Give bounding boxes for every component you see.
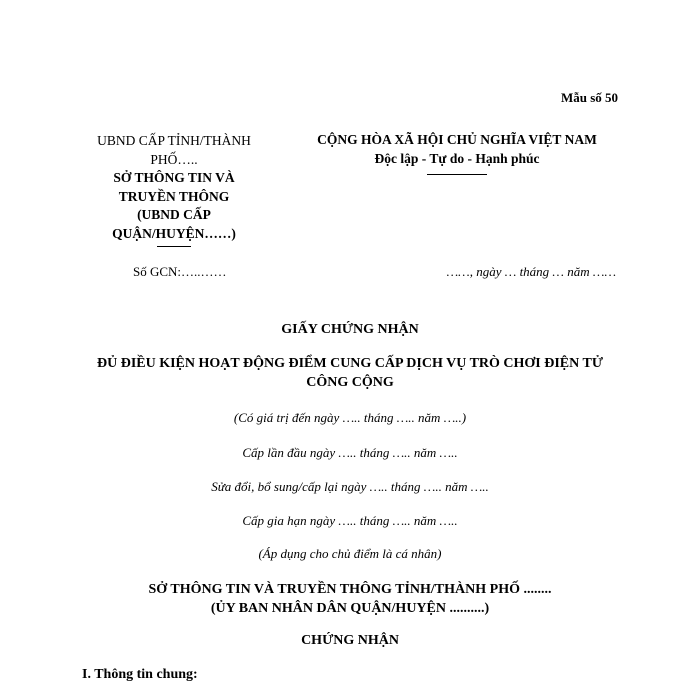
document-title: GIẤY CHỨNG NHẬN (281, 322, 419, 337)
national-motto: Độc lập - Tự do - Hạnh phúc (374, 150, 540, 166)
certificate-number: Số GCN:…..…… (133, 264, 227, 279)
national-header (292, 131, 622, 181)
applicability-note: (Áp dụng cho chủ điểm là cá nhân) (258, 546, 442, 561)
extension-date: Cấp gia hạn ngày ….. tháng ….. năm ….. (242, 513, 458, 528)
certify-heading: CHỨNG NHẬN (301, 633, 399, 648)
department-name-cont: TRUYỀN THÔNG (118, 188, 230, 204)
right-header-divider (427, 174, 487, 181)
district-authority-cont: QUẬN/HUYỆN……) (112, 225, 236, 241)
certifying-authority (60, 580, 640, 618)
province-people-committee-cont: PHỐ….. (150, 151, 198, 167)
form-number: Mẫu số 50 (560, 90, 618, 105)
department-name: SỞ THÔNG TIN VÀ (113, 170, 235, 185)
first-issue-date: Cấp lần đầu ngày ….. tháng ….. năm ….. (242, 445, 458, 460)
validity-period: (Có giá trị đến ngày ….. tháng ….. năm …..) (233, 410, 467, 425)
amendment-date: Sửa đổi, bổ sung/cấp lại ngày ….. tháng ….. năm ….. (211, 479, 489, 494)
district-authority: (UBND CẤP (137, 207, 211, 222)
left-header-divider (157, 246, 191, 255)
certifying-department: SỞ THÔNG TIN VÀ TRUYỀN THÔNG TỈNH/THÀNH PHỐ ........ (148, 582, 552, 597)
document-subtitle: ĐỦ ĐIỀU KIỆN HOẠT ĐỘNG ĐIỂM CUNG CẤP DỊCH VỤ TRÒ CHƠI ĐIỆN TỬ CÔNG CỘNG (96, 356, 603, 390)
province-people-committee: UBND CẤP TỈNH/THÀNH (97, 133, 251, 148)
issuing-authority-header (80, 132, 268, 255)
certifying-district: (ỦY BAN NHÂN DÂN QUẬN/HUYỆN ..........) (210, 601, 490, 616)
country-name: CỘNG HÒA XÃ HỘI CHỦ NGHĨA VIỆT NAM (317, 132, 597, 147)
place-and-date: ……, ngày … tháng … năm …… (446, 264, 616, 279)
section-general-info-heading: I. Thông tin chung: (82, 667, 198, 682)
